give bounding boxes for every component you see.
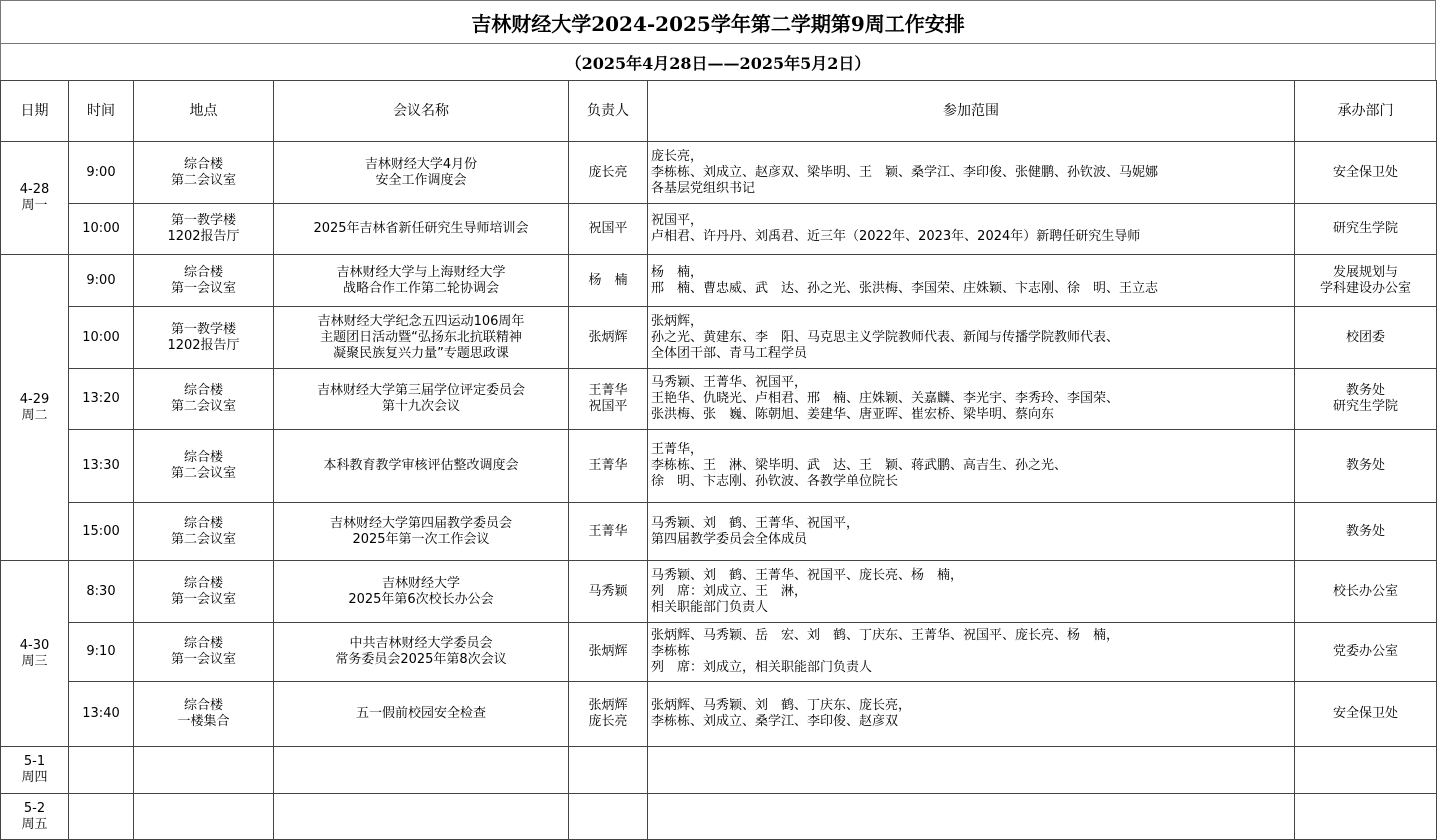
- dept-cell-line: 党委办公室: [1332, 644, 1398, 659]
- scope-cell-line: 各基层党组织书记: [651, 180, 756, 196]
- scope-cell-line: 张炳辉，: [651, 313, 704, 329]
- time-cell-line: 8:30: [86, 583, 116, 599]
- scope-cell: [648, 561, 1295, 623]
- meeting-cell: [274, 430, 569, 503]
- scope-cell: [648, 682, 1295, 747]
- date-cell: [1, 794, 69, 840]
- dept-cell-line: 教务处: [1345, 383, 1385, 398]
- dept-cell-line: 研究生学院: [1332, 221, 1398, 236]
- lead-cell-line: 张炳辉: [588, 644, 628, 659]
- place-cell-line: 综合楼: [183, 383, 223, 398]
- date-cell-line: 5-1: [23, 754, 46, 769]
- date-cell-line: 周五: [21, 816, 48, 832]
- scope-cell-line: 张炳辉、马秀颖、岳 宏、刘 鹤、丁庆东、王菁华、祝国平、庞长亮、杨 楠，: [651, 628, 1120, 643]
- dept-cell: [1295, 307, 1437, 369]
- lead-cell: [569, 430, 648, 503]
- dept-cell: [1295, 204, 1437, 255]
- scope-cell-line: 王艳华、仇晓光、卢相君、邢 楠、庄姝颖、关嘉麟、李光宇、李秀玲、李国荣、: [651, 391, 1120, 406]
- meeting-cell-line: 凝聚民族复兴力量”专题思政课: [333, 345, 509, 361]
- dept-cell-line: 安全保卫处: [1332, 164, 1398, 180]
- dept-cell: [1295, 623, 1437, 682]
- lead-cell-line: 王菁华: [588, 458, 628, 473]
- time-cell-line: 13:20: [82, 391, 120, 406]
- dept-cell-line: 学科建设办公室: [1319, 280, 1411, 296]
- time-cell: [69, 561, 134, 623]
- lead-cell-line: 庞长亮: [588, 714, 628, 729]
- place-cell-line: 第一会议室: [170, 280, 236, 296]
- lead-cell: [569, 747, 648, 794]
- header-place: 地点: [134, 81, 274, 142]
- table-row: [1, 682, 1437, 747]
- time-cell: [69, 204, 134, 255]
- scope-cell-line: 孙之光、黄建东、李 阳、马克思主义学院教师代表、新闻与传播学院教师代表、: [651, 329, 1120, 345]
- scope-cell-line: 李栋栋: [651, 644, 691, 659]
- scope-cell: [648, 142, 1295, 204]
- time-cell: [69, 142, 134, 204]
- scope-cell-line: 张炳辉、马秀颖、刘 鹤、丁庆东、庞长亮，: [651, 698, 912, 713]
- scope-cell: [648, 204, 1295, 255]
- dept-cell: [1295, 255, 1437, 307]
- date-cell-line: 4-30: [19, 637, 50, 653]
- place-cell-line: 第一教学楼: [170, 213, 236, 228]
- meeting-cell-line: 安全工作调度会: [375, 172, 467, 188]
- scope-cell-line: 列 席：刘成立，相关职能部门负责人: [651, 660, 873, 675]
- scope-cell-line: 徐 明、卞志刚、孙钦波、各教学单位院长: [651, 474, 899, 489]
- place-cell: [134, 682, 274, 747]
- place-cell-line: 第二会议室: [170, 172, 236, 188]
- header-scope: 参加范围: [648, 81, 1295, 142]
- time-cell-line: 9:00: [86, 272, 116, 288]
- place-cell-line: 第一会议室: [170, 652, 236, 667]
- date-cell-line: 周一: [21, 198, 48, 213]
- header-date: 日期: [1, 81, 69, 142]
- time-cell: [69, 794, 134, 840]
- meeting-cell-line: 吉林财经大学与上海财经大学: [336, 264, 506, 280]
- place-cell-line: 第一会议室: [170, 591, 236, 607]
- date-cell: [1, 255, 69, 561]
- place-cell: [134, 369, 274, 430]
- scope-cell: [648, 255, 1295, 307]
- meeting-cell-line: 本科教育教学审核评估整改调度会: [323, 458, 519, 473]
- dept-cell-line: 教务处: [1345, 523, 1385, 539]
- table-row: [1, 255, 1437, 307]
- header-dept: 承办部门: [1295, 81, 1437, 142]
- time-cell: [69, 503, 134, 561]
- time-cell: [69, 307, 134, 369]
- table-row: [1, 623, 1437, 682]
- place-cell: [134, 204, 274, 255]
- place-cell-line: 综合楼: [183, 575, 223, 591]
- scope-cell: [648, 747, 1295, 794]
- lead-cell: [569, 623, 648, 682]
- time-cell: [69, 430, 134, 503]
- lead-cell-line: 张炳辉: [588, 329, 628, 345]
- place-cell: [134, 430, 274, 503]
- lead-cell-line: 张炳辉: [588, 698, 628, 713]
- place-cell: [134, 142, 274, 204]
- lead-cell: [569, 794, 648, 840]
- meeting-cell-line: 常务委员会2025年第8次会议: [335, 652, 507, 667]
- dept-cell-line: 发展规划与: [1332, 264, 1398, 280]
- table-row: [1, 503, 1437, 561]
- place-cell-line: 综合楼: [183, 636, 223, 651]
- time-cell-line: 10:00: [82, 329, 120, 345]
- scope-cell-line: 杨 楠，: [651, 264, 704, 280]
- place-cell-line: 综合楼: [183, 698, 223, 713]
- scope-cell-line: 李栋栋、刘成立、赵彦双、梁毕明、王 颖、桑学江、李印俊、张健鹏、孙钦波、马妮娜: [651, 164, 1159, 180]
- date-cell-line: 周四: [21, 770, 48, 785]
- lead-cell-line: 祝国平: [588, 399, 628, 414]
- dept-cell-line: 校长办公室: [1332, 583, 1398, 599]
- table-row: [1, 794, 1437, 840]
- place-cell: [134, 255, 274, 307]
- dept-cell-line: 研究生学院: [1332, 399, 1398, 414]
- meeting-cell-line: 吉林财经大学第三届学位评定委员会: [316, 383, 525, 398]
- scope-cell-line: 列 席：刘成立、王 淋，: [651, 583, 808, 599]
- time-cell: [69, 682, 134, 747]
- scope-cell: [648, 307, 1295, 369]
- scope-cell: [648, 503, 1295, 561]
- date-cell: [1, 142, 69, 255]
- date-cell: [1, 747, 69, 794]
- lead-cell-line: 王菁华: [588, 523, 628, 539]
- place-cell-line: 一楼集合: [177, 714, 230, 729]
- place-cell-line: 第一教学楼: [170, 321, 236, 337]
- date-cell-line: 5-2: [23, 800, 46, 816]
- table-header-row: [1, 81, 1437, 142]
- meeting-cell: [274, 682, 569, 747]
- lead-cell-line: 马秀颖: [588, 583, 628, 599]
- lead-cell-line: 杨 楠: [588, 272, 628, 288]
- lead-cell-line: 王菁华: [588, 383, 628, 398]
- meeting-cell-line: 吉林财经大学第四届教学委员会: [329, 515, 512, 531]
- meeting-cell: [274, 204, 569, 255]
- lead-cell: [569, 255, 648, 307]
- meeting-cell-line: 吉林财经大学纪念五四运动106周年: [317, 313, 525, 329]
- meeting-cell: [274, 623, 569, 682]
- table-row: [1, 430, 1437, 503]
- place-cell-line: 第二会议室: [170, 399, 236, 414]
- scope-cell-line: 庞长亮，: [651, 148, 704, 164]
- scope-cell-line: 李栋栋、王 淋、梁毕明、武 达、王 颖、蒋武鹏、高吉生、孙之光、: [651, 458, 1068, 473]
- scope-cell-line: 第四届教学委员会全体成员: [651, 531, 808, 547]
- meeting-cell: [274, 255, 569, 307]
- scope-cell-line: 全体团干部、青马工程学员: [651, 345, 808, 361]
- lead-cell: [569, 204, 648, 255]
- dept-cell-line: 校团委: [1345, 329, 1385, 345]
- date-cell-line: 4-29: [19, 391, 50, 407]
- table-row: [1, 142, 1437, 204]
- scope-cell-line: 邢 楠、曹忠威、武 达、孙之光、张洪梅、李国荣、庄姝颖、卞志刚、徐 明、王立志: [651, 280, 1159, 296]
- meeting-cell: [274, 794, 569, 840]
- scope-cell-line: 祝国平，: [651, 213, 704, 228]
- time-cell-line: 10:00: [82, 221, 120, 236]
- lead-cell: [569, 682, 648, 747]
- place-cell-line: 综合楼: [183, 156, 223, 172]
- table-row: [1, 561, 1437, 623]
- time-cell: [69, 255, 134, 307]
- table-row: [1, 307, 1437, 369]
- table-row: [1, 204, 1437, 255]
- page-title: 吉林财经大学2024-2025学年第二学期第9周工作安排: [0, 0, 1436, 44]
- lead-cell-line: 庞长亮: [588, 164, 628, 180]
- schedule-table: [0, 80, 1437, 840]
- lead-cell: [569, 307, 648, 369]
- lead-cell: [569, 142, 648, 204]
- scope-cell-line: 王菁华，: [651, 442, 704, 457]
- scope-cell: [648, 623, 1295, 682]
- scope-cell: [648, 369, 1295, 430]
- dept-cell: [1295, 747, 1437, 794]
- time-cell: [69, 369, 134, 430]
- meeting-cell-line: 主题团日活动暨“弘扬东北抗联精神: [320, 329, 522, 345]
- place-cell-line: 综合楼: [183, 450, 223, 465]
- meeting-cell-line: 2025年第一次工作会议: [352, 531, 490, 547]
- meeting-cell: [274, 307, 569, 369]
- meeting-cell: [274, 747, 569, 794]
- schedule-body: [1, 142, 1437, 840]
- table-row: [1, 369, 1437, 430]
- dept-cell: [1295, 794, 1437, 840]
- date-cell-line: 4-28: [19, 182, 50, 197]
- meeting-cell-line: 2025年吉林省新任研究生导师培训会: [313, 221, 529, 236]
- date-range-subtitle: （2025年4月28日——2025年5月2日）: [0, 43, 1436, 81]
- meeting-cell: [274, 369, 569, 430]
- time-cell-line: 9:00: [86, 164, 116, 180]
- time-cell-line: 13:40: [82, 706, 120, 721]
- scope-cell: [648, 794, 1295, 840]
- time-cell-line: 9:10: [86, 644, 116, 659]
- dept-cell-line: 安全保卫处: [1332, 706, 1398, 721]
- scope-cell-line: 卢相君、许丹丹、刘禹君、近三年（2022年、2023年、2024年）新聘任研究生导师: [651, 229, 1141, 244]
- scope-cell-line: 相关职能部门负责人: [651, 599, 769, 615]
- dept-cell: [1295, 682, 1437, 747]
- time-cell: [69, 747, 134, 794]
- dept-cell: [1295, 369, 1437, 430]
- dept-cell-line: 教务处: [1345, 458, 1385, 473]
- date-cell-line: 周二: [21, 407, 48, 423]
- meeting-cell-line: 吉林财经大学4月份: [364, 156, 478, 172]
- place-cell: [134, 561, 274, 623]
- place-cell-line: 综合楼: [183, 264, 223, 280]
- place-cell: [134, 307, 274, 369]
- place-cell: [134, 503, 274, 561]
- time-cell-line: 13:30: [82, 458, 120, 473]
- lead-cell: [569, 369, 648, 430]
- scope-cell: [648, 430, 1295, 503]
- scope-cell-line: 马秀颖、王菁华、祝国平，: [651, 375, 808, 390]
- scope-cell-line: 马秀颖、刘 鹤、王菁华、祝国平，: [651, 515, 860, 531]
- meeting-cell-line: 战略合作工作第二轮协调会: [342, 280, 499, 296]
- lead-cell: [569, 561, 648, 623]
- dept-cell: [1295, 561, 1437, 623]
- scope-cell-line: 李栋栋、刘成立、桑学江、李印俊、赵彦双: [651, 714, 899, 729]
- scope-cell-line: 张洪梅、张 巍、陈朝旭、姜建华、唐亚晖、崔宏桥、梁毕明、蔡向东: [651, 407, 1055, 422]
- date-cell: [1, 561, 69, 747]
- dept-cell: [1295, 430, 1437, 503]
- meeting-cell: [274, 142, 569, 204]
- scope-cell-line: 马秀颖、刘 鹤、王菁华、祝国平、庞长亮、杨 楠，: [651, 567, 964, 583]
- date-cell-line: 周三: [21, 653, 48, 669]
- meeting-cell: [274, 503, 569, 561]
- time-cell-line: 15:00: [82, 523, 120, 539]
- place-cell-line: 综合楼: [183, 515, 223, 531]
- header-meeting: 会议名称: [274, 81, 569, 142]
- lead-cell-line: 祝国平: [588, 221, 628, 236]
- header-time: 时间: [69, 81, 134, 142]
- place-cell: [134, 623, 274, 682]
- dept-cell: [1295, 503, 1437, 561]
- time-cell: [69, 623, 134, 682]
- place-cell-line: 第二会议室: [170, 466, 236, 481]
- meeting-cell-line: 2025年第6次校长办公会: [348, 591, 494, 607]
- place-cell-line: 第二会议室: [170, 531, 236, 547]
- lead-cell: [569, 503, 648, 561]
- meeting-cell-line: 五一假前校园安全检查: [355, 706, 486, 721]
- place-cell: [134, 794, 274, 840]
- table-row: [1, 747, 1437, 794]
- place-cell-line: 1202报告厅: [167, 337, 240, 353]
- meeting-cell-line: 吉林财经大学: [381, 575, 460, 591]
- dept-cell: [1295, 142, 1437, 204]
- header-lead: 负责人: [569, 81, 648, 142]
- meeting-cell: [274, 561, 569, 623]
- place-cell: [134, 747, 274, 794]
- meeting-cell-line: 第十九次会议: [381, 399, 460, 414]
- place-cell-line: 1202报告厅: [167, 229, 240, 244]
- meeting-cell-line: 中共吉林财经大学委员会: [349, 636, 493, 651]
